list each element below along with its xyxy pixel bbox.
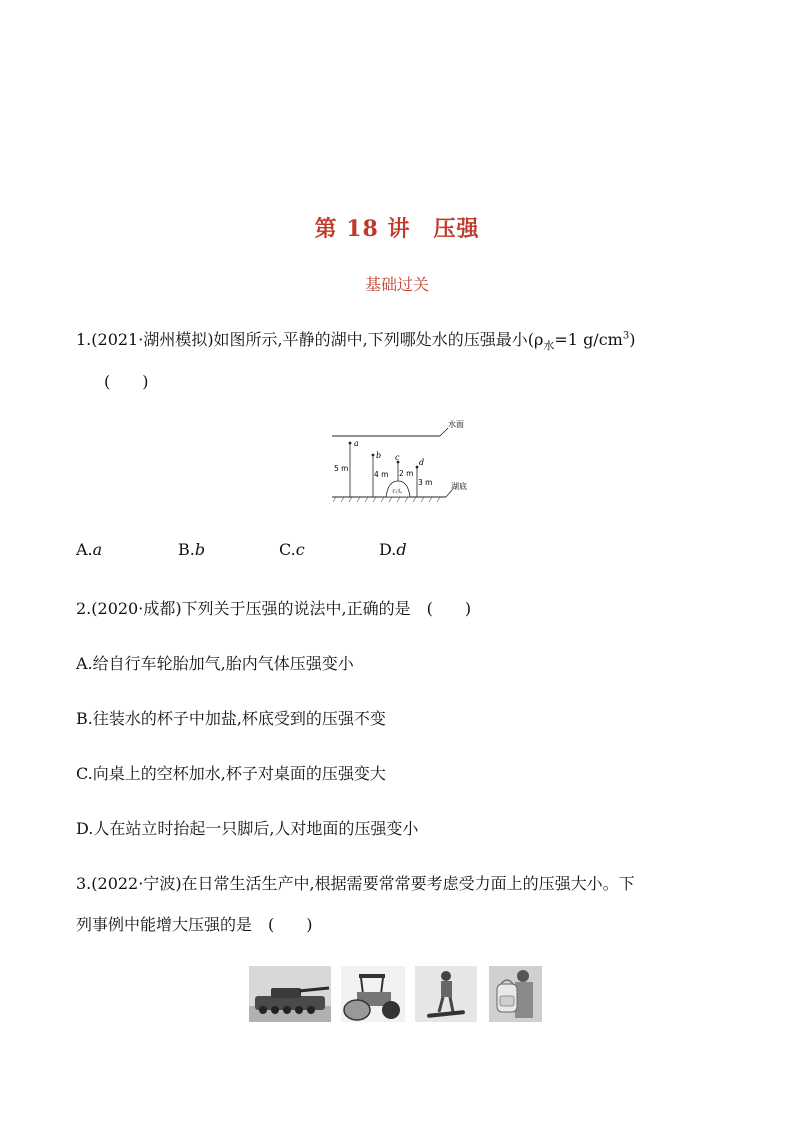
q3-stem-line1: 3.(2022·宁波)在日常生活生产中,根据需要常常要考虑受力面上的压强大小。下 bbox=[76, 874, 635, 893]
backpack-photo[interactable] bbox=[489, 966, 542, 1022]
point-b-marker bbox=[372, 454, 375, 457]
q1-option-b[interactable]: B.b bbox=[178, 540, 206, 559]
point-a-marker bbox=[349, 442, 352, 445]
q1-stem-text: 1.(2021·湖州模拟)如图所示,平静的湖中,下列哪处水的压强最小(ρ bbox=[76, 330, 544, 349]
snowboarder-photo[interactable] bbox=[415, 966, 477, 1022]
q1-stem-close: ) bbox=[629, 330, 636, 349]
q1-stem-sup: 3 bbox=[622, 330, 630, 342]
q1-option-d[interactable]: D.d bbox=[379, 540, 407, 559]
q1-answer-blank: ( ) bbox=[104, 372, 149, 391]
point-d-marker bbox=[416, 466, 419, 469]
tank-photo[interactable] bbox=[249, 966, 331, 1022]
q1-option-c[interactable]: C.c bbox=[279, 540, 305, 559]
q2-option-a[interactable]: A.给自行车轮胎加气,胎内气体压强变小 bbox=[76, 654, 354, 673]
point-c-label: c bbox=[395, 453, 400, 462]
section-subtitle: 基础过关 bbox=[364, 275, 429, 294]
page-title: 第 18 讲 压强 bbox=[314, 216, 480, 242]
depth-b-label: 4 m bbox=[374, 470, 389, 479]
q2-option-b[interactable]: B.往装水的杯子中加盐,杯底受到的压强不变 bbox=[76, 709, 386, 728]
point-d-label: d bbox=[419, 458, 425, 467]
q3-stem-line2: 列事例中能增大压强的是 ( ) bbox=[76, 915, 313, 934]
q1-lake-diagram bbox=[328, 413, 478, 505]
rock-label: 石头 bbox=[392, 489, 403, 495]
q1-stem bbox=[76, 327, 635, 353]
q1-stem-tail: =1 g/cm bbox=[554, 330, 623, 349]
q2-option-d[interactable]: D.人在站立时抬起一只脚后,人对地面的压强变小 bbox=[76, 819, 419, 838]
depth-c-label: 2 m bbox=[399, 469, 414, 478]
q2-option-c[interactable]: C.向桌上的空杯加水,杯子对桌面的压强变大 bbox=[76, 764, 386, 783]
q2-stem: 2.(2020·成都)下列关于压强的说法中,正确的是 ( ) bbox=[76, 599, 472, 618]
point-b-label: b bbox=[376, 451, 382, 460]
q1-rho-sub: 水 bbox=[543, 339, 555, 352]
q1-option-a[interactable]: A.a bbox=[76, 540, 103, 559]
lake-bottom-label: 湖底 bbox=[451, 482, 467, 491]
point-a-label: a bbox=[354, 439, 359, 448]
depth-d-label: 3 m bbox=[418, 478, 433, 487]
depth-a-label: 5 m bbox=[334, 464, 349, 473]
water-surface-label: 水面 bbox=[448, 420, 464, 429]
road-roller-photo[interactable] bbox=[341, 966, 405, 1022]
